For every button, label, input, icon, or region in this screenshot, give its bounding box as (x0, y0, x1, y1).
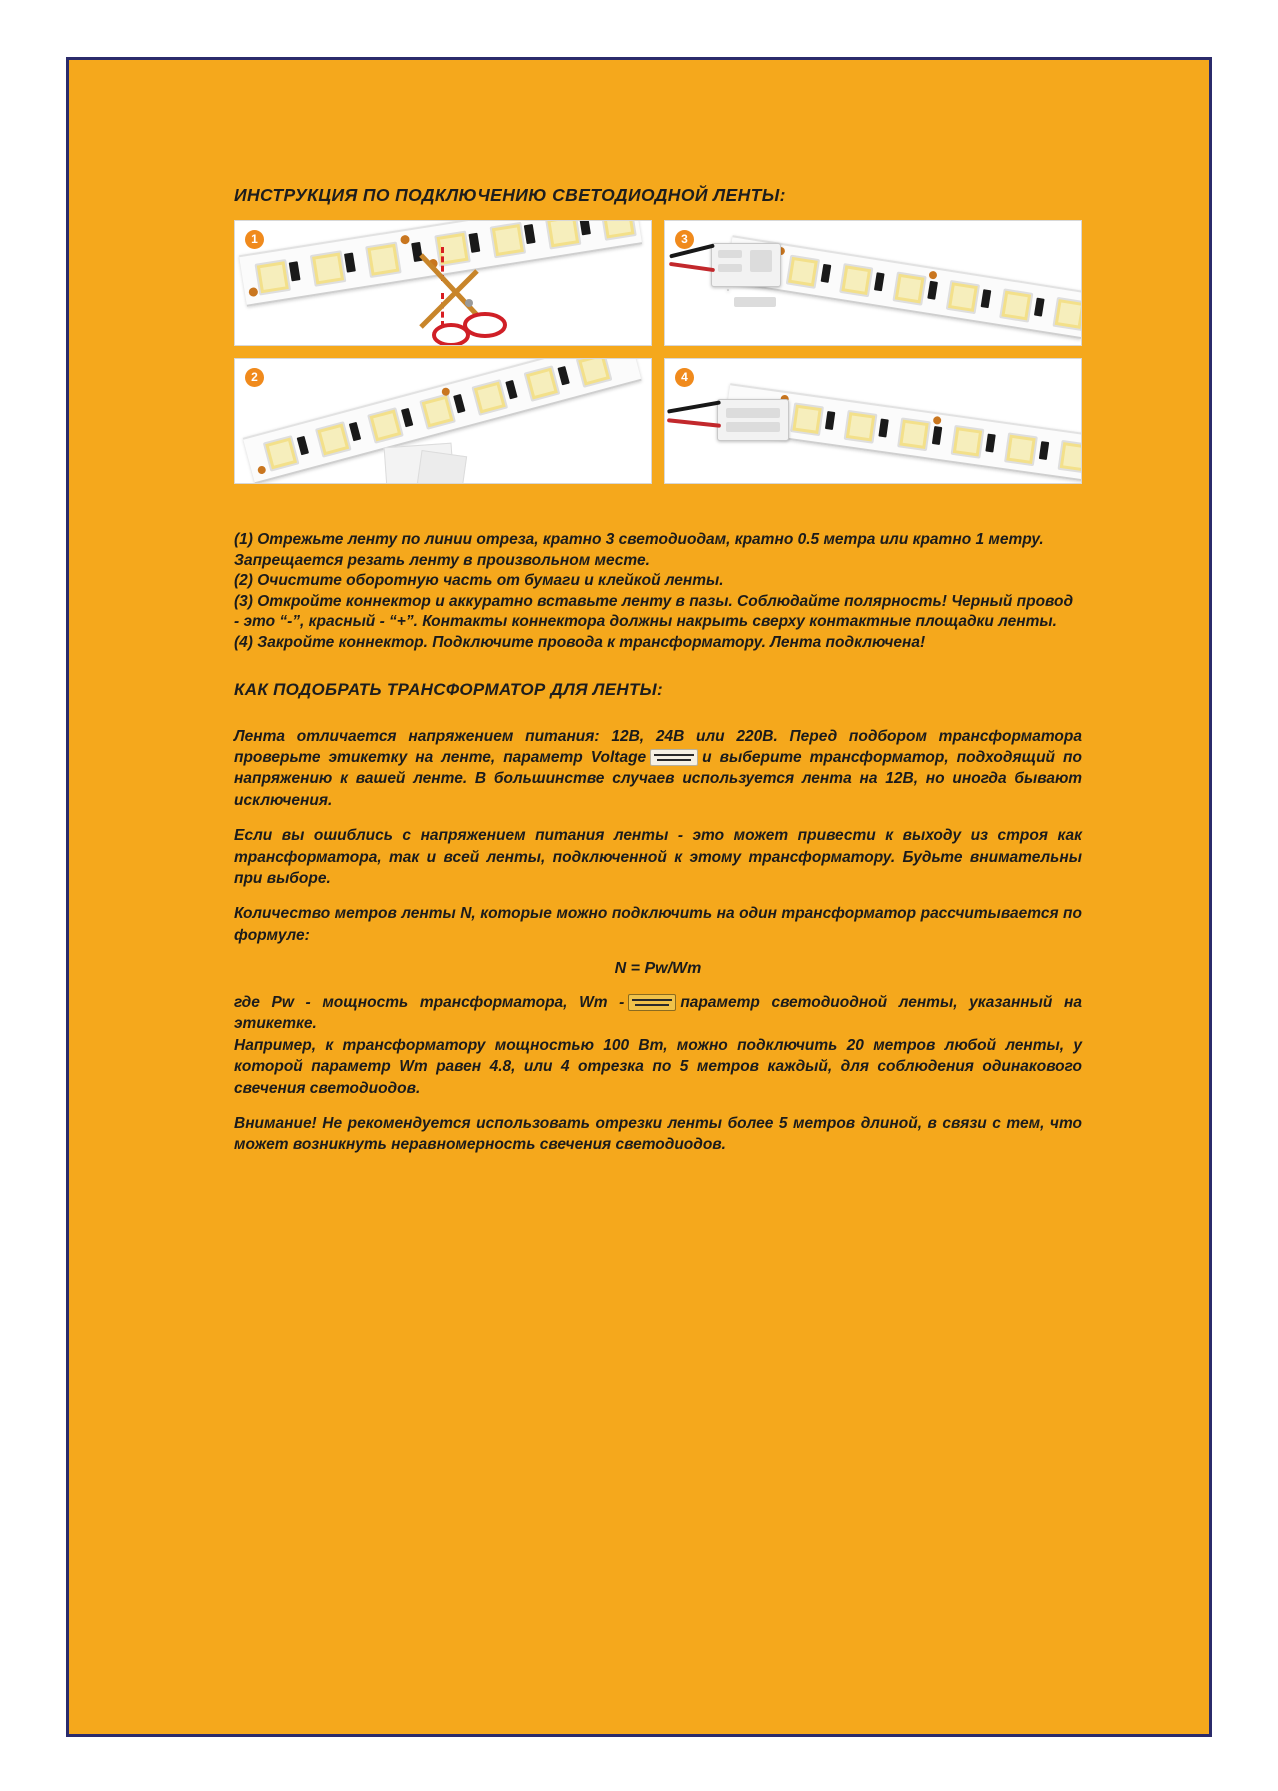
wire-red (669, 262, 715, 272)
backing-paper (417, 450, 467, 484)
step-1-text: (1) Отрежьте ленту по линии отреза, кратно 3 светодиодам, кратно 0.5 метра или кратно 1 метру. Запрещается резать ленту в произвольном месте. (234, 531, 1044, 569)
photo-step-2 (234, 358, 652, 484)
photo-step-3 (664, 220, 1082, 346)
transformer-paragraph-1 (234, 726, 1082, 812)
photo-badge-4: 4 (675, 368, 694, 387)
formula-text: N = Pw/Wm (614, 960, 702, 978)
wattage-label-icon (628, 994, 676, 1011)
transformer-paragraph-1-part1: Лента отличается напряжением питания: 12В, 24В или 220В. Перед подбором трансформатора проверьте этикетку на ленте, параметр Voltage (234, 727, 1082, 767)
scissors-icon (407, 249, 513, 346)
photo-step-4 (664, 358, 1082, 484)
transformer-paragraph-1-part2: и выберите трансформатор, подходящий по напряжению к вашей ленте. В большинстве случаев используется лента на 12В, но иногда бывают исключения. (234, 749, 1082, 809)
transformer-paragraph-4-part1: где Pw - мощность трансформатора, Wm - (234, 994, 625, 1012)
transformer-warning: Внимание! Не рекомендуется использовать отрезки ленты более 5 метров длиной, в связи с тем, что может возникнуть неравномерность свечения светодиодов. (234, 1114, 1082, 1154)
steps-text-block (234, 504, 1082, 1156)
photo-step-1 (234, 220, 652, 346)
wire-red (667, 418, 721, 428)
voltage-label-icon (650, 749, 698, 766)
transformer-paragraph-2: Если вы ошиблись с напряжением питания ленты - это может привести к выходу из строя как трансформатора, так и всей ленты, подключенной к этому трансформатору. Будьте внимательны при выборе. (234, 827, 1082, 887)
transformer-paragraph-4 (234, 992, 1082, 1035)
photo-badge-2: 2 (245, 368, 264, 387)
transformer-paragraph-4-part2: параметр светодиодной ленты, указанный на этикетке. (234, 994, 1082, 1033)
step-2-text: (2) Очистите оборотную часть от бумаги и клейкой ленты. (234, 572, 724, 590)
step-3-text: (3) Откройте коннектор и аккуратно вставьте ленту в пазы. Соблюдайте полярность! Черный провод - это “-”, красный - “+”. Контакты коннектора должны накрыть сверху контактные площадки ленты. (234, 592, 1074, 631)
connector-open (711, 243, 781, 287)
page-title: ИНСТРУКЦИЯ ПО ПОДКЛЮЧЕНИЮ СВЕТОДИОДНОЙ ЛЕНТЫ: (234, 185, 786, 205)
instruction-photo-grid (234, 220, 1082, 484)
transformer-paragraph-3: Количество метров ленты N, которые можно подключить на один трансформатор рассчитывается по формуле: (234, 905, 1082, 944)
document-content (234, 185, 1219, 1156)
photo-badge-1: 1 (245, 230, 264, 249)
transformer-section-title: КАК ПОДОБРАТЬ ТРАНСФОРМАТОР ДЛЯ ЛЕНТЫ: (234, 679, 663, 699)
connector-detached (727, 289, 729, 291)
photo-badge-3: 3 (675, 230, 694, 249)
transformer-paragraph-5: Например, к трансформатору мощностью 100 Вт, можно подключить 20 метров любой ленты, у которой параметр Wm равен 4.8, или 4 отрезка по 5 метров каждый, для соблюдения одинакового свечения светодиодов. (234, 1036, 1082, 1097)
wire-black (669, 243, 715, 258)
step-4-text: (4) Закройте коннектор. Подключите провода к трансформатору. Лента подключена! (234, 634, 926, 652)
connector-closed (717, 399, 789, 441)
wire-black (667, 400, 721, 413)
document-frame (66, 57, 1212, 1737)
